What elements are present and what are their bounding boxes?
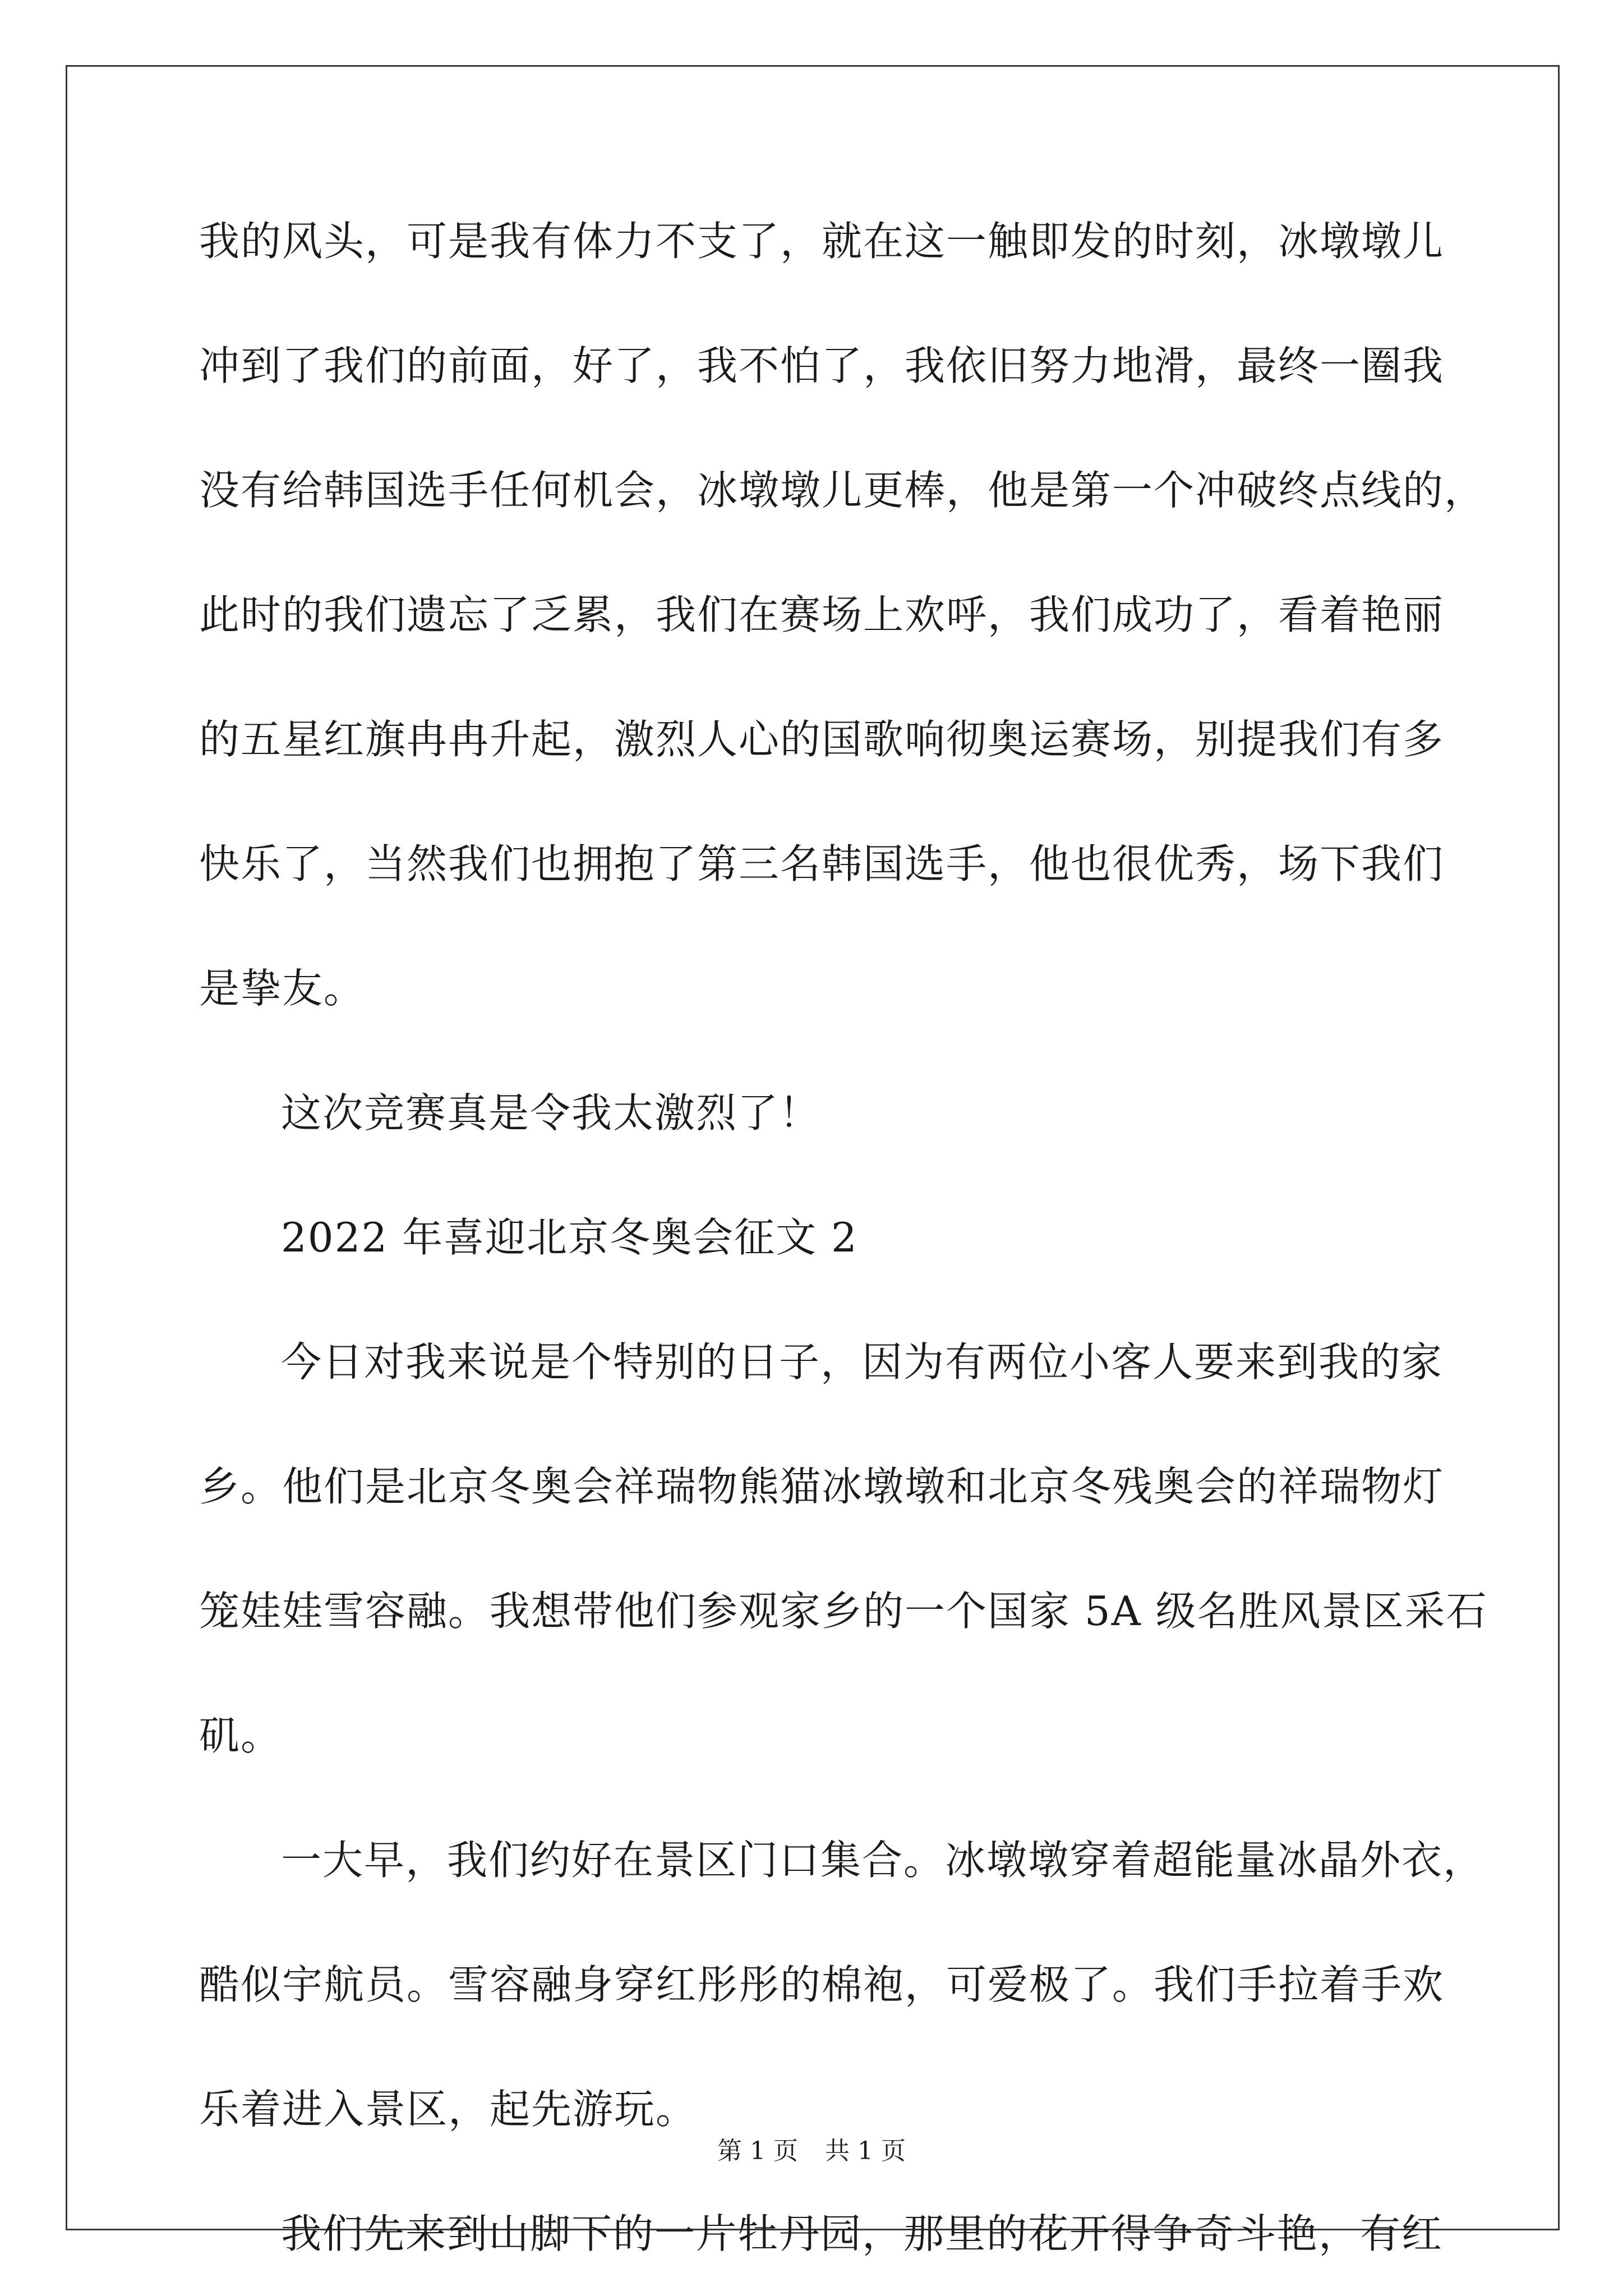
text-line: 的五星红旗冉冉升起，激烈人心的国歌响彻奥运赛场，别提我们有多 (199, 716, 1445, 763)
paragraph-first-line: 这次竞赛真是令我太激烈了！ (281, 1089, 821, 1137)
text-line: 乐着进入景区，起先游玩。 (199, 2086, 698, 2133)
text-line: 矶。 (199, 1712, 283, 1759)
paragraph-first-line: 今日对我来说是个特别的日子，因为有两位小客人要来到我的家 (281, 1338, 1444, 1386)
page-total: 共 1 页 (825, 2137, 906, 2165)
paragraph-first-line: 我们先来到山脚下的一片牡丹园，那里的花开得争奇斗艳，有红 (281, 2210, 1444, 2257)
text-line: 冲到了我们的前面，好了，我不怕了，我依旧努力地滑，最终一圈我 (199, 342, 1445, 389)
text-line: 笼娃娃雪容融。我想带他们参观家乡的一个国家 5A 级名胜风景区采石 (199, 1588, 1488, 1635)
text-line: 没有给韩国选手任何机会，冰墩墩儿更棒，他是第一个冲破终点线的， (199, 467, 1486, 514)
text-line: 快乐了，当然我们也拥抱了第三名韩国选手，他也很优秀，场下我们 (199, 840, 1445, 887)
text-line: 酷似宇航员。雪容融身穿红彤彤的棉袍，可爱极了。我们手拉着手欢 (199, 1961, 1445, 2008)
paragraph-first-line: 一大早，我们约好在景区门口集合。冰墩墩穿着超能量冰晶外衣， (281, 1837, 1485, 1884)
page-number: 第 1 页 (717, 2137, 798, 2165)
text-line: 是挚友。 (199, 965, 366, 1012)
page-footer (0, 2136, 1623, 2166)
text-line: 此时的我们遗忘了乏累，我们在赛场上欢呼，我们成功了，看着艳丽 (199, 591, 1445, 638)
text-line: 乡。他们是北京冬奥会祥瑞物熊猫冰墩墩和北京冬残奥会的祥瑞物灯 (199, 1463, 1445, 1510)
text-line: 我的风头，可是我有体力不支了，就在这一触即发的时刻，冰墩墩儿 (199, 218, 1445, 265)
section-heading: 2022 年喜迎北京冬奥会征文 2 (281, 1214, 858, 1261)
page-border (66, 65, 1560, 2230)
